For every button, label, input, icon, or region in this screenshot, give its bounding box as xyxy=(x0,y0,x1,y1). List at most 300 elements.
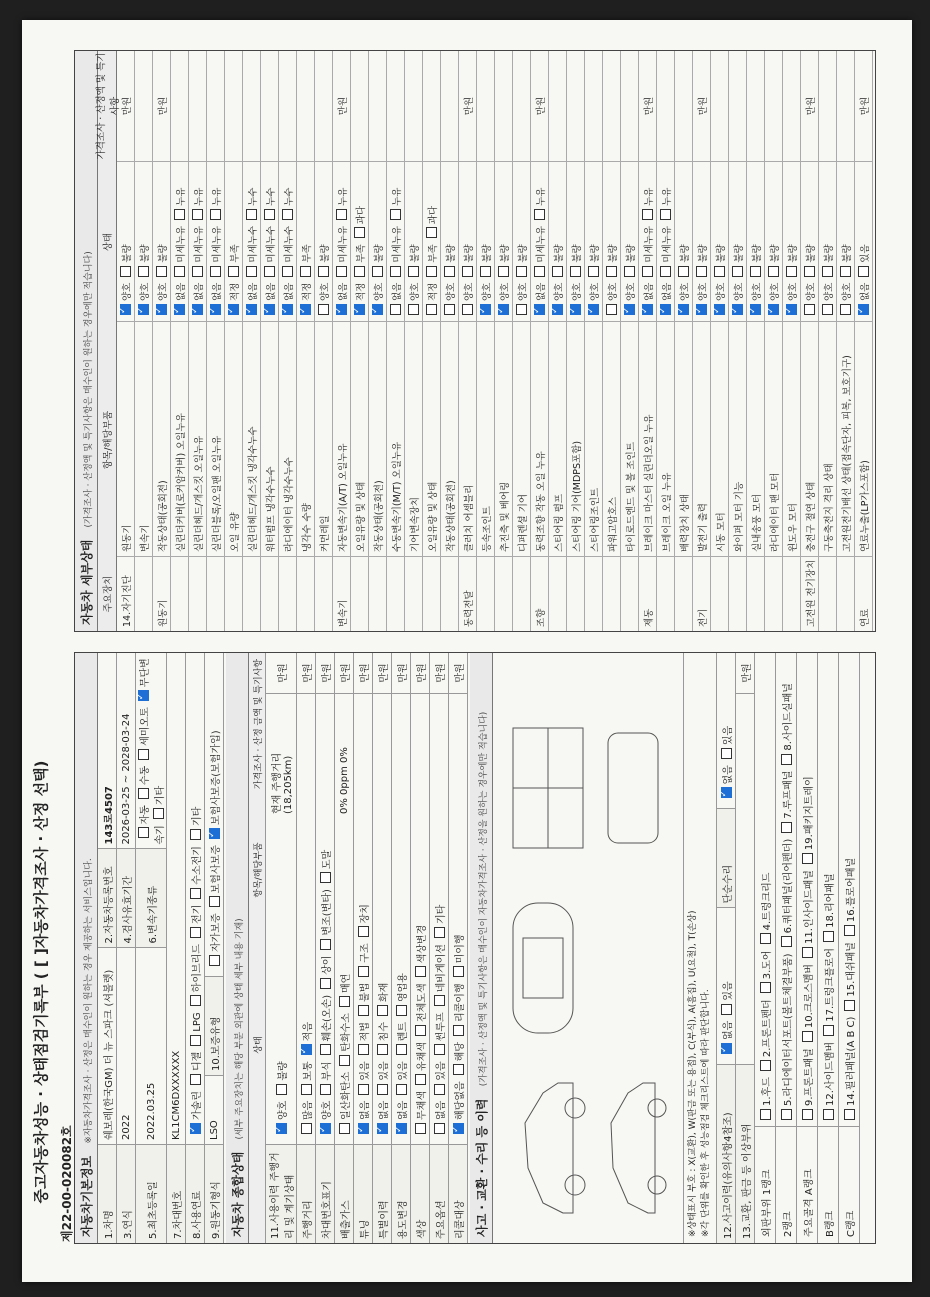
empty-box-icon[interactable] xyxy=(642,209,653,220)
checkbox-option[interactable] xyxy=(821,283,835,321)
empty-box-icon[interactable] xyxy=(210,209,221,220)
empty-box-icon[interactable] xyxy=(453,966,464,977)
checkbox-option[interactable] xyxy=(137,283,151,321)
checked-box-icon[interactable] xyxy=(696,304,707,315)
checkbox-option[interactable] xyxy=(263,188,277,226)
detail-state-options[interactable] xyxy=(441,162,458,322)
checkbox-option[interactable] xyxy=(191,226,205,283)
empty-box-icon[interactable] xyxy=(516,304,527,315)
empty-box-icon[interactable] xyxy=(390,304,401,315)
checkbox-option[interactable] xyxy=(533,188,547,226)
checkbox-option[interactable] xyxy=(281,188,295,226)
checked-box-icon[interactable] xyxy=(174,304,185,315)
checkbox-option[interactable] xyxy=(155,786,166,825)
checkbox-option[interactable] xyxy=(211,845,222,913)
empty-box-icon[interactable] xyxy=(802,853,813,864)
empty-box-icon[interactable] xyxy=(434,1044,445,1055)
checkbox-option[interactable] xyxy=(587,283,601,321)
empty-box-icon[interactable] xyxy=(721,1004,732,1015)
empty-box-icon[interactable] xyxy=(804,266,815,277)
checkbox-option[interactable] xyxy=(641,188,655,226)
checkbox-option[interactable] xyxy=(425,206,439,244)
empty-box-icon[interactable] xyxy=(802,1031,813,1042)
empty-box-icon[interactable] xyxy=(138,266,149,277)
empty-box-icon[interactable] xyxy=(624,266,635,277)
checkbox-option[interactable] xyxy=(341,1013,352,1072)
empty-box-icon[interactable] xyxy=(192,266,203,277)
empty-box-icon[interactable] xyxy=(426,304,437,315)
checkbox-option[interactable] xyxy=(417,983,428,1042)
empty-box-icon[interactable] xyxy=(153,808,164,819)
rank-items[interactable] xyxy=(800,653,815,1126)
checkbox-option[interactable] xyxy=(425,244,439,282)
empty-box-icon[interactable] xyxy=(426,266,437,277)
checkbox-option[interactable] xyxy=(479,283,493,321)
checkbox-option[interactable] xyxy=(379,983,390,1022)
checkbox-option[interactable] xyxy=(417,1091,428,1140)
checkbox-option[interactable] xyxy=(398,1101,409,1140)
detail-state-options[interactable] xyxy=(603,162,620,322)
empty-box-icon[interactable] xyxy=(823,1025,834,1036)
empty-box-icon[interactable] xyxy=(190,927,201,938)
checkbox-option[interactable] xyxy=(695,283,709,321)
detail-state-options[interactable] xyxy=(729,162,746,322)
checkbox-option[interactable] xyxy=(425,283,439,321)
checkbox-option[interactable] xyxy=(443,283,457,321)
summary-row-options[interactable] xyxy=(356,814,371,1144)
empty-box-icon[interactable] xyxy=(396,1005,407,1016)
checkbox-option[interactable] xyxy=(360,1022,371,1061)
checked-box-icon[interactable] xyxy=(498,304,509,315)
empty-box-icon[interactable] xyxy=(138,788,149,799)
empty-box-icon[interactable] xyxy=(174,266,185,277)
checked-box-icon[interactable] xyxy=(642,304,653,315)
empty-box-icon[interactable] xyxy=(822,304,833,315)
checkbox-option[interactable] xyxy=(303,1022,314,1061)
checkbox-option[interactable] xyxy=(155,244,169,282)
detail-state-options[interactable] xyxy=(279,162,296,322)
summary-row-options[interactable] xyxy=(299,814,314,1144)
checkbox-option[interactable] xyxy=(785,283,799,321)
checkbox-option[interactable] xyxy=(436,1101,447,1140)
summary-row-options[interactable] xyxy=(318,814,333,1144)
checkbox-option[interactable] xyxy=(731,283,745,321)
checkbox-option[interactable] xyxy=(263,283,277,321)
checked-box-icon[interactable] xyxy=(276,1123,287,1134)
checkbox-option[interactable] xyxy=(389,226,403,283)
detail-state-options[interactable] xyxy=(225,162,242,322)
empty-box-icon[interactable] xyxy=(339,1123,350,1134)
checkbox-option[interactable] xyxy=(211,730,222,845)
checkbox-option[interactable] xyxy=(821,244,835,282)
checked-box-icon[interactable] xyxy=(377,1123,388,1134)
checkbox-option[interactable] xyxy=(551,283,565,321)
checked-box-icon[interactable] xyxy=(570,304,581,315)
empty-box-icon[interactable] xyxy=(552,266,563,277)
empty-box-icon[interactable] xyxy=(138,828,149,839)
empty-box-icon[interactable] xyxy=(760,1060,771,1071)
checked-box-icon[interactable] xyxy=(552,304,563,315)
checkbox-option[interactable] xyxy=(767,244,781,282)
summary-row-options[interactable] xyxy=(394,814,409,1144)
empty-box-icon[interactable] xyxy=(408,304,419,315)
empty-box-icon[interactable] xyxy=(840,304,851,315)
empty-box-icon[interactable] xyxy=(372,266,383,277)
empty-box-icon[interactable] xyxy=(190,1074,201,1085)
checkbox-option[interactable] xyxy=(846,858,857,942)
checked-box-icon[interactable] xyxy=(721,1043,732,1054)
checkbox-option[interactable] xyxy=(317,283,331,321)
checkbox-option[interactable] xyxy=(605,283,619,321)
checked-box-icon[interactable] xyxy=(372,304,383,315)
detail-state-options[interactable] xyxy=(153,162,170,322)
checkbox-option[interactable] xyxy=(137,244,151,282)
summary-row-options[interactable] xyxy=(432,814,447,1144)
empty-box-icon[interactable] xyxy=(318,304,329,315)
checked-box-icon[interactable] xyxy=(732,304,743,315)
detail-state-options[interactable] xyxy=(387,162,404,322)
empty-box-icon[interactable] xyxy=(660,266,671,277)
checkbox-option[interactable] xyxy=(723,981,734,1020)
empty-box-icon[interactable] xyxy=(768,266,779,277)
checkbox-option[interactable] xyxy=(360,943,371,982)
checkbox-option[interactable] xyxy=(762,999,773,1077)
checked-box-icon[interactable] xyxy=(301,1044,312,1055)
empty-box-icon[interactable] xyxy=(434,995,445,1006)
empty-box-icon[interactable] xyxy=(732,266,743,277)
empty-box-icon[interactable] xyxy=(660,209,671,220)
checkbox-option[interactable] xyxy=(353,206,367,244)
empty-box-icon[interactable] xyxy=(678,266,689,277)
checkbox-option[interactable] xyxy=(407,283,421,321)
detail-state-options[interactable] xyxy=(621,162,638,322)
checkbox-option[interactable] xyxy=(551,244,565,282)
checkbox-option[interactable] xyxy=(245,226,259,283)
checkbox-option[interactable] xyxy=(360,904,371,943)
empty-box-icon[interactable] xyxy=(336,266,347,277)
checkbox-option[interactable] xyxy=(227,244,241,282)
checkbox-option[interactable] xyxy=(322,889,333,955)
detail-state-options[interactable] xyxy=(801,162,818,322)
checkbox-option[interactable] xyxy=(461,283,475,321)
checkbox-option[interactable] xyxy=(569,244,583,282)
checkbox-option[interactable] xyxy=(455,983,466,1042)
checkbox-option[interactable] xyxy=(455,1081,466,1140)
checkbox-option[interactable] xyxy=(263,226,277,283)
summary-row-options[interactable] xyxy=(451,814,466,1144)
checkbox-option[interactable] xyxy=(677,244,691,282)
checkbox-option[interactable] xyxy=(341,1072,352,1140)
summary-row-options[interactable] xyxy=(337,814,352,1144)
checked-box-icon[interactable] xyxy=(156,304,167,315)
checked-box-icon[interactable] xyxy=(192,304,203,315)
checked-box-icon[interactable] xyxy=(190,1123,201,1134)
checked-box-icon[interactable] xyxy=(264,304,275,315)
detail-state-options[interactable] xyxy=(243,162,260,322)
empty-box-icon[interactable] xyxy=(781,754,792,765)
checkbox-option[interactable] xyxy=(192,944,203,1012)
empty-box-icon[interactable] xyxy=(760,982,771,993)
detail-state-options[interactable] xyxy=(585,162,602,322)
empty-box-icon[interactable] xyxy=(516,266,527,277)
empty-box-icon[interactable] xyxy=(377,1084,388,1095)
empty-box-icon[interactable] xyxy=(320,1044,331,1055)
checkbox-option[interactable] xyxy=(379,1061,390,1100)
rank-items[interactable] xyxy=(779,653,794,1126)
empty-box-icon[interactable] xyxy=(426,227,437,238)
empty-box-icon[interactable] xyxy=(415,1025,426,1036)
checkbox-option[interactable] xyxy=(803,244,817,282)
checkbox-option[interactable] xyxy=(723,765,734,804)
summary-row-options[interactable] xyxy=(375,814,390,1144)
empty-box-icon[interactable] xyxy=(377,1005,388,1016)
empty-box-icon[interactable] xyxy=(462,304,473,315)
empty-box-icon[interactable] xyxy=(570,266,581,277)
checkbox-option[interactable] xyxy=(677,283,691,321)
checkbox-option[interactable] xyxy=(569,283,583,321)
empty-box-icon[interactable] xyxy=(588,266,599,277)
detail-state-options[interactable] xyxy=(171,162,188,322)
checkbox-option[interactable] xyxy=(173,226,187,283)
detail-state-options[interactable] xyxy=(549,162,566,322)
checkbox-option[interactable] xyxy=(723,726,734,765)
checkbox-option[interactable] xyxy=(846,942,857,1017)
checkbox-option[interactable] xyxy=(659,283,673,321)
checkbox-option[interactable] xyxy=(278,1061,289,1100)
empty-box-icon[interactable] xyxy=(415,966,426,977)
empty-box-icon[interactable] xyxy=(246,209,257,220)
checkbox-option[interactable] xyxy=(749,283,763,321)
checkbox-option[interactable] xyxy=(839,283,853,321)
trans-options[interactable] xyxy=(136,653,166,849)
detail-state-options[interactable] xyxy=(117,162,134,322)
detail-state-options[interactable] xyxy=(351,162,368,322)
checkbox-option[interactable] xyxy=(846,1017,857,1126)
checkbox-option[interactable] xyxy=(322,1101,333,1140)
empty-box-icon[interactable] xyxy=(858,266,869,277)
checkbox-option[interactable] xyxy=(783,683,794,771)
empty-box-icon[interactable] xyxy=(721,748,732,759)
detail-state-options[interactable] xyxy=(837,162,854,322)
empty-box-icon[interactable] xyxy=(822,266,833,277)
empty-box-icon[interactable] xyxy=(823,1109,834,1120)
checkbox-option[interactable] xyxy=(281,226,295,283)
checkbox-option[interactable] xyxy=(443,244,457,282)
detail-state-options[interactable] xyxy=(333,162,350,322)
empty-box-icon[interactable] xyxy=(300,266,311,277)
empty-box-icon[interactable] xyxy=(358,1044,369,1055)
checkbox-option[interactable] xyxy=(322,995,333,1061)
checked-box-icon[interactable] xyxy=(354,304,365,315)
empty-box-icon[interactable] xyxy=(840,266,851,277)
checkbox-option[interactable] xyxy=(360,1061,371,1100)
checkbox-option[interactable] xyxy=(278,1101,289,1140)
checkbox-option[interactable] xyxy=(191,188,205,226)
checkbox-option[interactable] xyxy=(731,244,745,282)
checked-box-icon[interactable] xyxy=(336,304,347,315)
empty-box-icon[interactable] xyxy=(339,996,350,1007)
checkbox-option[interactable] xyxy=(455,1042,466,1081)
detail-state-options[interactable] xyxy=(567,162,584,322)
empty-box-icon[interactable] xyxy=(174,209,185,220)
empty-box-icon[interactable] xyxy=(781,1109,792,1120)
empty-box-icon[interactable] xyxy=(696,266,707,277)
checkbox-option[interactable] xyxy=(839,244,853,282)
checkbox-option[interactable] xyxy=(783,839,794,954)
checkbox-option[interactable] xyxy=(461,244,475,282)
checkbox-option[interactable] xyxy=(155,283,169,321)
checkbox-option[interactable] xyxy=(303,1061,314,1100)
checkbox-option[interactable] xyxy=(641,226,655,283)
empty-box-icon[interactable] xyxy=(190,888,201,899)
empty-box-icon[interactable] xyxy=(210,266,221,277)
empty-box-icon[interactable] xyxy=(534,209,545,220)
checkbox-option[interactable] xyxy=(303,1101,314,1140)
empty-box-icon[interactable] xyxy=(120,266,131,277)
checked-box-icon[interactable] xyxy=(768,304,779,315)
checkbox-option[interactable] xyxy=(192,1091,203,1140)
checkbox-option[interactable] xyxy=(192,1012,203,1051)
checkbox-option[interactable] xyxy=(804,964,815,1048)
checked-box-icon[interactable] xyxy=(300,304,311,315)
empty-box-icon[interactable] xyxy=(802,947,813,958)
checked-box-icon[interactable] xyxy=(396,1123,407,1134)
rank-items[interactable] xyxy=(821,653,836,1126)
checkbox-option[interactable] xyxy=(515,283,529,321)
checkbox-option[interactable] xyxy=(479,244,493,282)
checked-box-icon[interactable] xyxy=(786,304,797,315)
empty-box-icon[interactable] xyxy=(228,266,239,277)
checked-box-icon[interactable] xyxy=(320,1123,331,1134)
checkbox-option[interactable] xyxy=(713,283,727,321)
detail-state-options[interactable] xyxy=(459,162,476,322)
checkbox-option[interactable] xyxy=(436,944,447,1012)
checkbox-option[interactable] xyxy=(455,934,466,983)
checkbox-option[interactable] xyxy=(398,973,409,1022)
checkbox-option[interactable] xyxy=(533,226,547,283)
empty-box-icon[interactable] xyxy=(264,209,275,220)
empty-box-icon[interactable] xyxy=(320,872,331,883)
empty-box-icon[interactable] xyxy=(282,266,293,277)
empty-box-icon[interactable] xyxy=(606,304,617,315)
checkbox-option[interactable] xyxy=(322,850,333,889)
empty-box-icon[interactable] xyxy=(209,896,220,907)
rank-items[interactable] xyxy=(842,653,857,1126)
empty-box-icon[interactable] xyxy=(339,1055,350,1066)
detail-state-options[interactable] xyxy=(189,162,206,322)
empty-box-icon[interactable] xyxy=(246,266,257,277)
empty-box-icon[interactable] xyxy=(434,1123,445,1134)
checkbox-option[interactable] xyxy=(299,283,313,321)
checkbox-option[interactable] xyxy=(713,244,727,282)
checkbox-option[interactable] xyxy=(379,1101,390,1140)
checkbox-option[interactable] xyxy=(119,283,133,321)
detail-state-options[interactable] xyxy=(531,162,548,322)
empty-box-icon[interactable] xyxy=(462,266,473,277)
detail-state-options[interactable] xyxy=(711,162,728,322)
empty-box-icon[interactable] xyxy=(444,304,455,315)
empty-box-icon[interactable] xyxy=(390,266,401,277)
checkbox-option[interactable] xyxy=(192,846,203,905)
empty-box-icon[interactable] xyxy=(358,1084,369,1095)
checkbox-option[interactable] xyxy=(191,283,205,321)
checkbox-option[interactable] xyxy=(322,1061,333,1100)
checked-box-icon[interactable] xyxy=(534,304,545,315)
empty-box-icon[interactable] xyxy=(282,209,293,220)
checkbox-option[interactable] xyxy=(783,771,794,839)
checkbox-option[interactable] xyxy=(398,1061,409,1100)
checkbox-option[interactable] xyxy=(173,283,187,321)
empty-box-icon[interactable] xyxy=(276,1084,287,1095)
checkbox-option[interactable] xyxy=(341,974,352,1013)
checkbox-option[interactable] xyxy=(209,226,223,283)
empty-box-icon[interactable] xyxy=(760,933,771,944)
checkbox-option[interactable] xyxy=(623,283,637,321)
checkbox-option[interactable] xyxy=(804,870,815,964)
checked-box-icon[interactable] xyxy=(588,304,599,315)
detail-state-options[interactable] xyxy=(477,162,494,322)
detail-state-options[interactable] xyxy=(369,162,386,322)
detail-state-options[interactable] xyxy=(783,162,800,322)
empty-box-icon[interactable] xyxy=(434,927,445,938)
checkbox-option[interactable] xyxy=(436,1012,447,1061)
empty-box-icon[interactable] xyxy=(844,1000,855,1011)
empty-box-icon[interactable] xyxy=(844,1109,855,1120)
checkbox-option[interactable] xyxy=(417,925,428,984)
checkbox-option[interactable] xyxy=(659,226,673,283)
empty-box-icon[interactable] xyxy=(498,266,509,277)
checkbox-option[interactable] xyxy=(749,244,763,282)
empty-box-icon[interactable] xyxy=(480,266,491,277)
empty-box-icon[interactable] xyxy=(804,304,815,315)
checkbox-option[interactable] xyxy=(353,283,367,321)
checked-box-icon[interactable] xyxy=(750,304,761,315)
fuel-options[interactable] xyxy=(188,653,203,1144)
checked-box-icon[interactable] xyxy=(209,828,220,839)
checkbox-option[interactable] xyxy=(659,188,673,226)
checkbox-option[interactable] xyxy=(140,805,151,844)
checkbox-option[interactable] xyxy=(173,188,187,226)
empty-box-icon[interactable] xyxy=(138,749,149,760)
empty-box-icon[interactable] xyxy=(415,1074,426,1085)
checkbox-option[interactable] xyxy=(371,244,385,282)
checked-box-icon[interactable] xyxy=(228,304,239,315)
detail-state-options[interactable] xyxy=(405,162,422,322)
checkbox-option[interactable] xyxy=(762,873,773,951)
checkbox-option[interactable] xyxy=(335,226,349,283)
checked-box-icon[interactable] xyxy=(210,304,221,315)
detail-state-options[interactable] xyxy=(675,162,692,322)
checkbox-option[interactable] xyxy=(335,188,349,226)
empty-box-icon[interactable] xyxy=(320,939,331,950)
empty-box-icon[interactable] xyxy=(534,266,545,277)
empty-box-icon[interactable] xyxy=(156,266,167,277)
checkbox-option[interactable] xyxy=(515,244,529,282)
empty-box-icon[interactable] xyxy=(354,227,365,238)
empty-box-icon[interactable] xyxy=(318,266,329,277)
empty-box-icon[interactable] xyxy=(750,266,761,277)
checkbox-option[interactable] xyxy=(360,1101,371,1140)
empty-box-icon[interactable] xyxy=(264,266,275,277)
checkbox-option[interactable] xyxy=(211,913,222,972)
checked-box-icon[interactable] xyxy=(858,304,869,315)
checkbox-option[interactable] xyxy=(825,873,836,948)
checked-box-icon[interactable] xyxy=(138,304,149,315)
empty-box-icon[interactable] xyxy=(396,1084,407,1095)
checkbox-option[interactable] xyxy=(140,707,151,766)
checkbox-option[interactable] xyxy=(762,1077,773,1126)
checked-box-icon[interactable] xyxy=(120,304,131,315)
